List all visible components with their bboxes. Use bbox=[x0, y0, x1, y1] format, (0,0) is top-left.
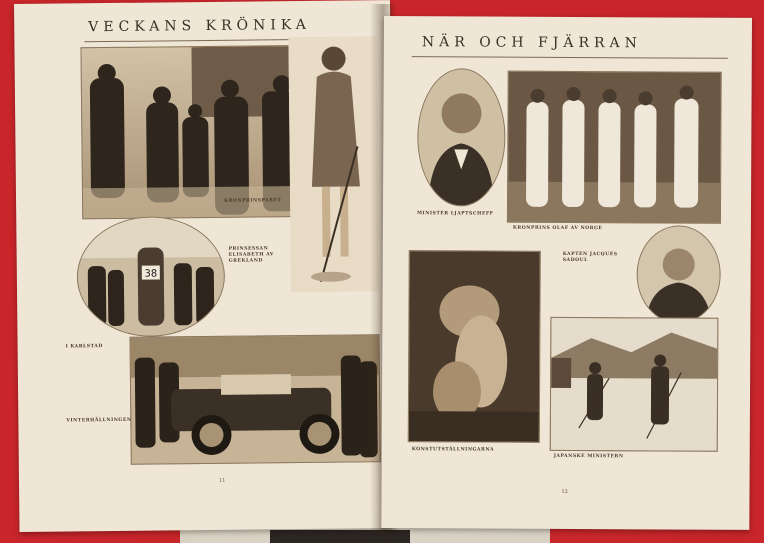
left-page-header: VECKANS KRÖNIKA bbox=[88, 16, 311, 36]
photo-dignitaries-crowd bbox=[80, 45, 316, 219]
left-page bbox=[14, 0, 396, 532]
caption-fencers bbox=[513, 225, 633, 232]
photo-minister-portrait bbox=[417, 68, 506, 206]
right-page bbox=[381, 16, 752, 530]
caption-karlstad bbox=[66, 343, 126, 350]
caption-painting-title: KONSTUTSTÄLLNINGARNA bbox=[411, 447, 495, 453]
caption-kronprinsparet-title: KRONPRINSPARET bbox=[224, 198, 282, 204]
caption-minister-title: MINISTER LJAPTSCHEFF bbox=[416, 211, 494, 217]
photo-skiers bbox=[550, 317, 719, 452]
caption-vinterhallningen bbox=[66, 417, 132, 424]
photo-ski-race-oval bbox=[76, 216, 225, 338]
ski-bib-number: 38 bbox=[144, 268, 158, 280]
caption-captain-title: KAPTEN JACQUES SADOUL bbox=[562, 251, 618, 264]
caption-prinsessan bbox=[229, 245, 291, 264]
photo-golfer-woman bbox=[288, 36, 379, 292]
caption-skiers-title: JAPANSKE MINISTERN bbox=[553, 453, 624, 460]
caption-painting bbox=[412, 446, 552, 453]
photo-captain-portrait bbox=[636, 225, 721, 323]
right-folio: 12 bbox=[561, 488, 568, 495]
caption-captain bbox=[563, 251, 635, 264]
photo-painting bbox=[408, 250, 541, 443]
caption-minister bbox=[417, 210, 507, 217]
caption-kronprinsparet bbox=[224, 197, 290, 204]
photo-motor-car-crowd bbox=[129, 334, 380, 465]
caption-prinsessan-title: PRINSESSAN ELISABETH AV GREKLAND bbox=[228, 246, 274, 265]
caption-vinterhallningen-title: VINTERHÄLLNINGEN bbox=[66, 417, 132, 424]
header-rule-right bbox=[412, 56, 728, 59]
caption-karlstad-title: I KARLSTAD bbox=[65, 344, 103, 350]
left-folio: 11 bbox=[218, 477, 226, 484]
right-page-header: NÄR OCH FJÄRRAN bbox=[421, 34, 642, 52]
photo-fencers bbox=[507, 71, 722, 224]
caption-fencers-title: KRONPRINS OLAF AV NORGE bbox=[512, 225, 603, 232]
caption-skiers bbox=[554, 453, 714, 460]
